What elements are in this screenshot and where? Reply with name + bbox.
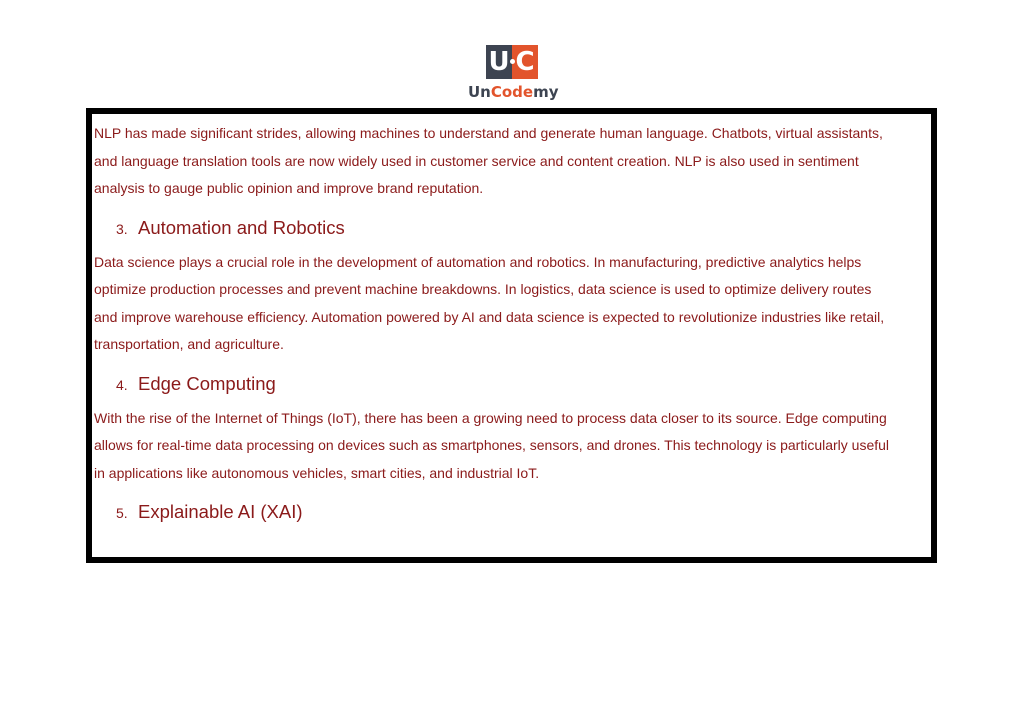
section-edge-computing (94, 372, 930, 488)
section-heading (94, 500, 930, 525)
section-heading (94, 372, 930, 397)
paragraph-line: Data science plays a crucial role in the development of automation and robotics. In manufacturing, predictive analytics helps (94, 253, 862, 270)
paragraph-line: analysis to gauge public opinion and improve brand reputation. (94, 180, 484, 196)
paragraph-line: and language translation tools are now widely used in customer service and content creation. NLP is also used in sentiment (94, 152, 859, 169)
logo-word-part2: Code (490, 83, 534, 101)
logo-word-part3: my (533, 83, 559, 101)
logo-mark (486, 45, 538, 79)
heading-number: 5. (116, 505, 128, 521)
paragraph-line: in applications like autonomous vehicles, smart cities, and industrial IoT. (94, 464, 540, 481)
logo-word-part1: Un (468, 83, 491, 101)
paragraph-line: NLP has made significant strides, allowing machines to understand and generate human language. Chatbots, virtual assistants, (94, 125, 883, 141)
section-nlp-continued (94, 120, 930, 203)
paragraph-line: and improve warehouse efficiency. Automation powered by AI and data science is expected to revolutionize industries like retail, (94, 308, 885, 325)
paragraph-line: transportation, and agriculture. (94, 336, 284, 352)
paragraph-line: allows for real-time data processing on devices such as smartphones, sensors, and drones. This technology is particularly useful (94, 437, 890, 453)
heading-text: Explainable AI (XAI) (138, 501, 303, 522)
heading-text: Edge Computing (138, 372, 276, 394)
uncodemy-logo (468, 45, 559, 101)
heading-number: 4. (116, 376, 128, 393)
logo-mark-c: C (512, 45, 538, 79)
paragraph-line: optimize production processes and prevent machine breakdowns. In logistics, data science is used to optimize delivery routes (94, 281, 872, 297)
section-explainable-ai (94, 500, 930, 525)
heading-text: Automation and Robotics (138, 216, 345, 238)
logo-wordmark (468, 83, 559, 101)
section-heading (94, 216, 930, 241)
section-automation-robotics (94, 216, 930, 359)
logo-mark-u: U (486, 45, 512, 79)
heading-number: 3. (116, 220, 128, 237)
document-body (94, 120, 930, 525)
paragraph-line: With the rise of the Internet of Things (IoT), there has been a growing need to process data closer to its source. Edge computing (94, 409, 887, 426)
logo-dot (510, 59, 515, 64)
content-frame (86, 108, 937, 563)
